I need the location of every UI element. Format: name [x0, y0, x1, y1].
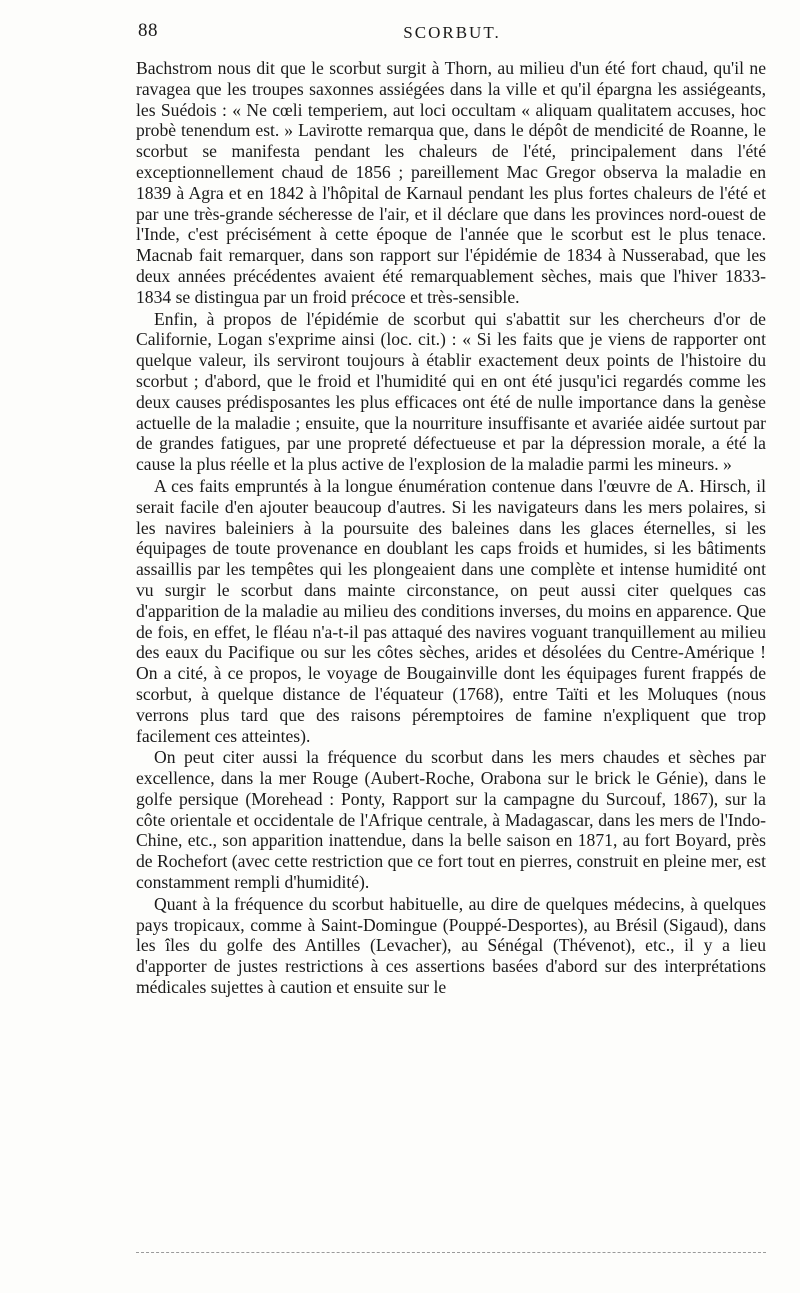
- page-header: [138, 20, 766, 46]
- body-text: [136, 58, 766, 998]
- footer-rule: [136, 1252, 766, 1253]
- paragraph-4: On peut citer aussi la fréquence du scorbut dans les mers chaudes et sèches par excellence, dans la mer Rouge (Aubert-Roche, Orabona sur le brick le Génie), dans le golfe persique (Morehead : Ponty, Rapport sur la campagne du Surcouf, 1867), sur la côte orientale et occidentale de l'Afrique centrale, à Madagascar, dans les mers de l'Indo-Chine, etc., son apparition inattendue, dans la belle saison en 1871, au fort Boyard, près de Rochefort (avec cette restriction que ce fort tout en pierres, construit en pleine mer, est constamment rempli d'humidité).: [136, 747, 766, 893]
- paragraph-1: Bachstrom nous dit que le scorbut surgit à Thorn, au milieu d'un été fort chaud, qu'il ne ravagea que les troupes saxonnes assiégées dans la ville et qu'il épargna les assiégeants, les Suédois : « Ne cœli temperiem, aut loci occultam « aliquam qualitatem accuses, hoc probè tenendum est. » Lavirotte remarqua que, dans le dépôt de mendicité de Roanne, le scorbut se manifesta pendant les chaleurs de l'été, principalement dans l'été exceptionnellement chaud de 1856 ; pareillement Mac Gregor observa la maladie en 1839 à Agra et en 1842 à l'hôpital de Karnaul pendant les plus fortes chaleurs de l'été et par une très-grande sécheresse de l'air, et il déclare que dans les provinces nord-ouest de l'Inde, c'est précisément à cette époque de l'année que le scorbut est le plus tenace. Macnab fait remarquer, dans son rapport sur l'épidémie de 1834 à Nusserabad, que les deux années précédentes avaient été remarquablement sèches, mais que l'hiver 1833-1834 se distingua par un froid précoce et très-sensible.: [136, 58, 766, 307]
- running-title: SCORBUT.: [403, 23, 501, 42]
- page-number: 88: [138, 20, 158, 41]
- paragraph-5: Quant à la fréquence du scorbut habituelle, au dire de quelques médecins, à quelques pays tropicaux, comme à Saint-Domingue (Pouppé-Desportes), au Brésil (Sigaud), dans les îles du golfe des Antilles (Levacher), au Sénégal (Thévenot), etc., il y a lieu d'apporter de justes restrictions à ces assertions basées d'abord sur des interprétations médicales sujettes à caution et ensuite sur le: [136, 893, 766, 998]
- paragraph-3: A ces faits empruntés à la longue énumération contenue dans l'œuvre de A. Hirsch, il serait facile d'en ajouter beaucoup d'autres. Si les navigateurs dans les mers polaires, si les navires baleiniers à la poursuite des baleines dans les glaces éternelles, si les équipages de toute provenance en doublant les caps froids et humides, si les bâtiments assaillis par les tempêtes qui les plongeaient dans une complète et intense humidité ont vu surgir le scorbut dans mainte circonstance, on peut aussi citer quelques cas d'apparition de la maladie au milieu des conditions inverses, du moins en apparence. Que de fois, en effet, le fléau n'a-t-il pas attaqué des navires voguant tranquillement au milieu des eaux du Pacifique ou sur les côtes sèches, arides et désolées du Centre-Amérique ! On a cité, à ce propos, le voyage de Bougainville dont les équipages furent frappés de scorbut, à quelque distance de l'équateur (1768), entre Taïti et les Moluques (nous verrons plus tard que des raisons péremptoires de famine n'expliquent que trop facilement ces atteintes).: [136, 475, 766, 746]
- paragraph-2: Enfin, à propos de l'épidémie de scorbut qui s'abattit sur les chercheurs d'or de Californie, Logan s'exprime ainsi (loc. cit.) : « Si les faits que je viens de rapporter ont quelque valeur, ils serviront toujours à établir exactement deux points de l'histoire du scorbut ; d'abord, que le froid et l'humidité qui en ont été jusqu'ici regardés comme les deux causes prédisposantes les plus efficaces ont été de nulle importance dans la genèse actuelle de la maladie ; ensuite, que la nourriture insuffisante et avariée aidée surtout par de grandes fatigues, par une propreté défectueuse et par la dépression morale, a été la cause la plus réelle et la plus active de l'explosion de la maladie parmi les mineurs. »: [136, 308, 766, 475]
